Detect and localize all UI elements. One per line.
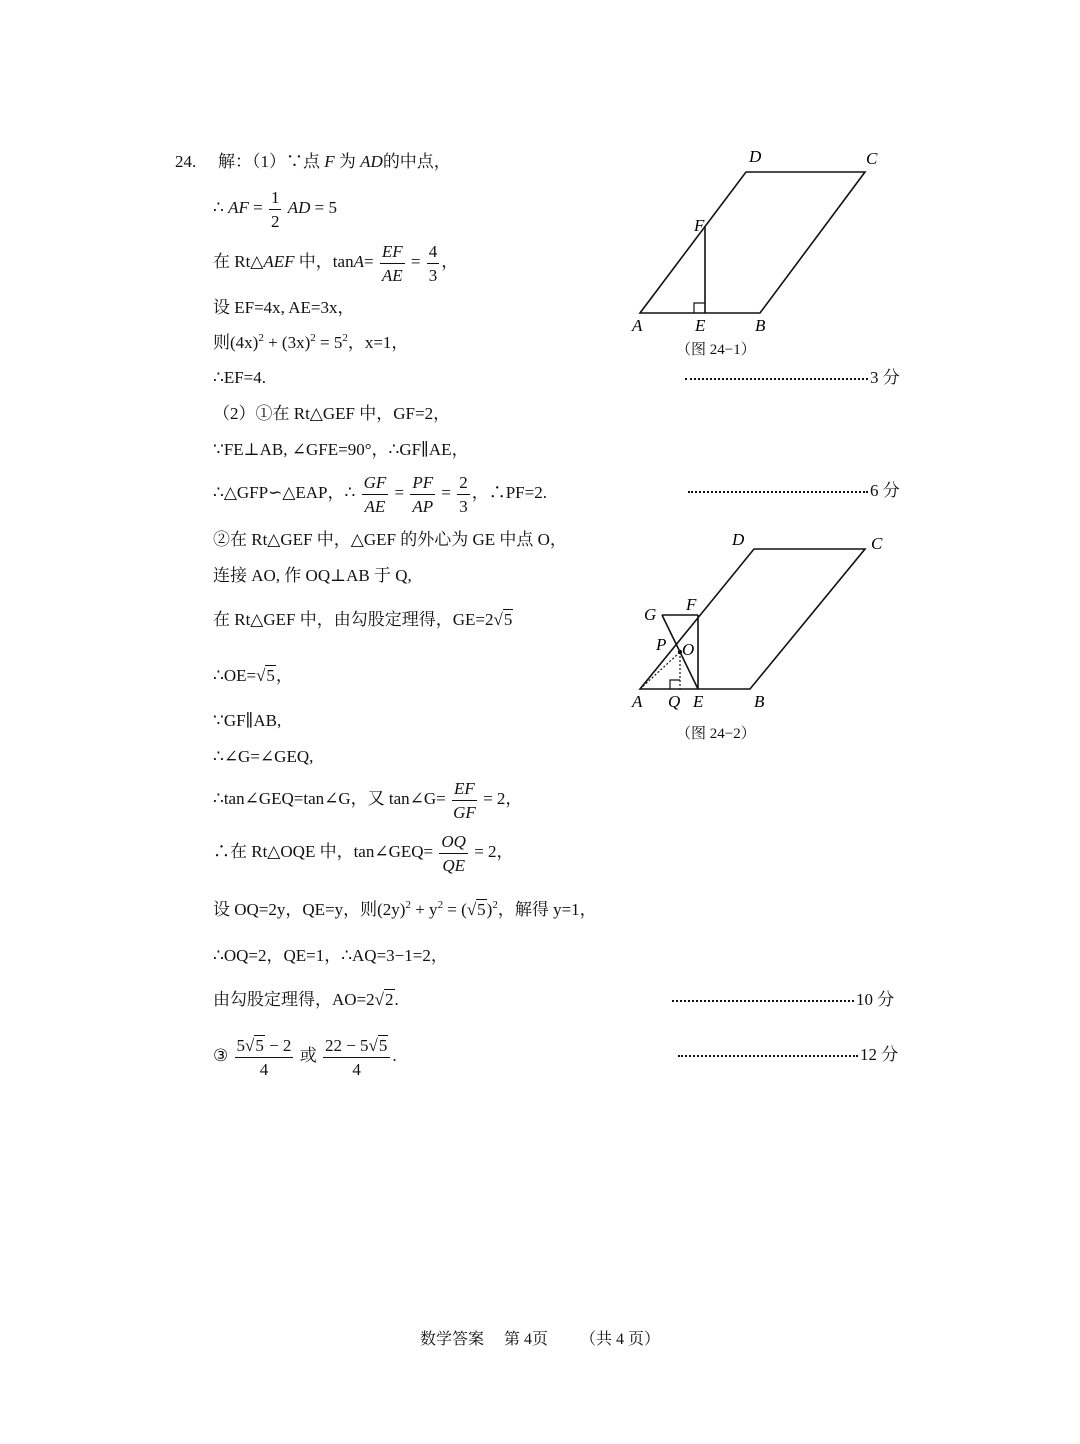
fraction-ef-ae: $\frac{EF}{AE}$ [381, 241, 403, 285]
footer-total: （共 4 页） [580, 1331, 661, 1348]
label-p: P [656, 635, 667, 654]
fraction-answer-1: $\frac{5√5 - 2}{4}$ [236, 1035, 292, 1079]
right-angle-mark [670, 680, 680, 689]
score-10: 10 分 [672, 990, 894, 1010]
sqrt-5: √5 [256, 666, 275, 685]
fraction-answer-2: $\frac{22 - 5√5}{4}$ [323, 1037, 390, 1078]
part2-line13: ∴OQ=2，QE=1，∴AQ=3−1=2， [213, 946, 448, 965]
part2-line14: 由勾股定理得，AO=2√2. [213, 990, 399, 1009]
label-d: D [732, 530, 745, 549]
part2-line6: 在 Rt△GEF 中，由勾股定理得，GE=2√5 [213, 610, 513, 629]
label-d: D [749, 147, 762, 166]
fraction-4-3: $\frac{4}{3}$ [428, 241, 438, 285]
figure-24-2-svg [620, 525, 900, 715]
footer [420, 1330, 660, 1350]
label-a: A [632, 692, 643, 711]
footer-title: 数学答案 [420, 1331, 485, 1348]
label-f: F [694, 216, 705, 235]
score-3: 3 分 [685, 368, 900, 388]
score-6: 6 分 [688, 481, 900, 501]
part2-line8: ∵GF∥AB, [213, 711, 282, 730]
part2-line2: ∵FE⊥AB, ∠GFE=90°，∴GF∥AE， [213, 440, 469, 459]
sqrt-5: √5 [466, 900, 486, 919]
part1-line4: 设 EF=4x, AE=3x， [213, 298, 355, 317]
label-g: G [644, 605, 657, 624]
part1-line5: 则$(4x)^2 + (3x)^2 = 5^2$，x=1， [213, 332, 409, 352]
figure-24-1-caption: （图 24−1） [676, 342, 756, 358]
label-o: O [682, 640, 695, 659]
parallelogram-abcd [640, 549, 865, 689]
label-a: A [632, 316, 643, 335]
footer-page: 第 4页 [504, 1331, 549, 1348]
label-b: B [754, 692, 765, 711]
fraction-oq-qe: $\frac{OQ}{QE}$ [441, 831, 466, 875]
figure-24-2-caption: （图 24−2） [676, 726, 756, 742]
part2-line1: （2）①在 Rt△GEF 中，GF=2， [213, 404, 451, 423]
figure-24-1-svg [620, 140, 900, 340]
label-f: F [686, 595, 697, 614]
part1-line1: 解：（1）∵点 F 为 AD的中点， [218, 152, 451, 171]
part2-line4: ②在 Rt△GEF 中，△GEF 的外心为 GE 中点 O， [213, 530, 567, 549]
part2-line7: ∴OE=√5， [213, 666, 293, 685]
part1-line3: 在 Rt△AEF 中，tanA= $\frac{EF}{AE}$ = $\frac{4}{3}$ ， [213, 241, 459, 285]
label-e: E [693, 692, 704, 711]
part2-line10: ∴tan∠GEQ=tan∠G，又 tan∠G= $\frac{EF}{GF}$ = 2， [213, 778, 523, 822]
label-c: C [871, 534, 883, 553]
part2-line12: 设 OQ=2y，QE=y，则$(2y)^2 + y^2 = (√5)^2$，解得 y=1， [213, 899, 597, 919]
label-q: Q [668, 692, 681, 711]
label-c: C [866, 149, 878, 168]
part2-line9: ∴∠G=∠GEQ, [213, 747, 314, 766]
label-e: E [695, 316, 706, 335]
parallelogram-abcd [640, 172, 865, 313]
part2-line5: 连接 AO, 作 OQ⊥AB 于 Q, [213, 566, 412, 585]
segment-ao [640, 652, 680, 689]
fraction-ef-gf: $\frac{EF}{GF}$ [453, 778, 476, 822]
fraction-2-3: $\frac{2}{3}$ [459, 472, 468, 516]
label-b: B [755, 316, 766, 335]
fraction-gf-ae: $\frac{GF}{AE}$ [363, 472, 387, 516]
problem-number: 24. [175, 152, 197, 171]
sqrt-2: √2 [374, 990, 394, 1009]
figure-24-2 [620, 525, 900, 720]
part1-line6: ∴EF=4. [213, 368, 266, 387]
figure-24-1 [620, 140, 900, 345]
part1-line2: ∴ AF = $\frac{1}{2}$ AD = 5 [213, 187, 337, 231]
part2-line15: ③ $\frac{5√5 - 2}{4}$ 或 $\frac{22 - 5√5}{4}$ . [213, 1035, 397, 1079]
score-12: 12 分 [678, 1045, 898, 1065]
fraction-pf-ap: $\frac{PF}{AP}$ [412, 472, 434, 516]
sqrt-5: √5 [493, 610, 513, 629]
right-angle-mark [694, 303, 705, 313]
part2-line11: ∴在 Rt△OQE 中，tan∠GEQ= $\frac{OQ}{QE}$ = 2， [213, 831, 514, 875]
fraction-half: $\frac{1}{2}$ [270, 187, 280, 231]
part2-line3: ∴△GFP∽△EAP，∴ $\frac{GF}{AE}$ = $\frac{PF}{AP}$ = $\frac{2}{3}$ ，∴PF=2. [213, 472, 547, 516]
